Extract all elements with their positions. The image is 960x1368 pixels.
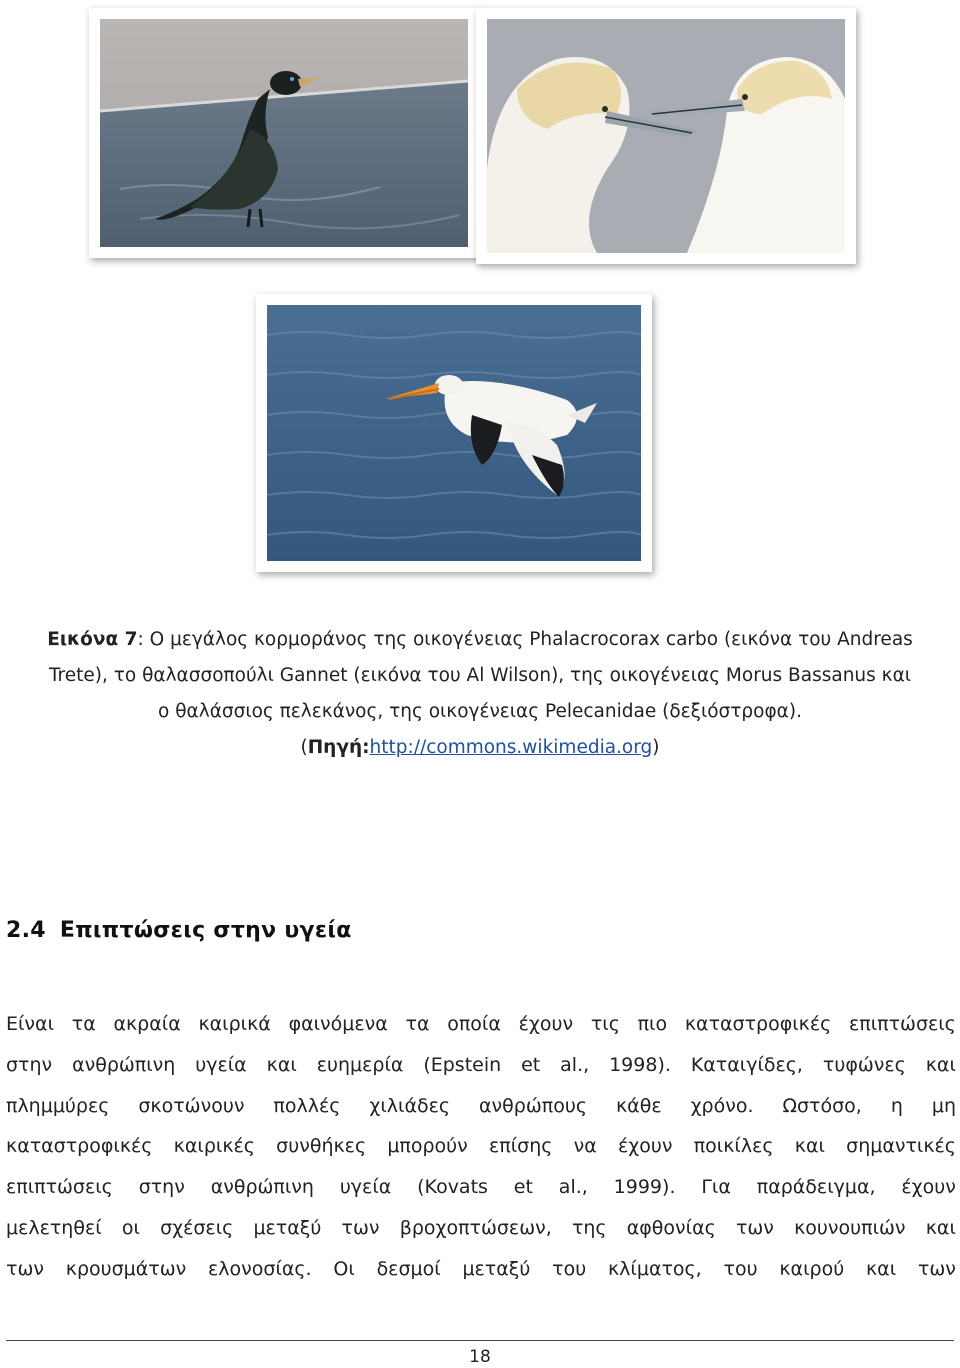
- section-heading: [6, 918, 352, 943]
- paragraph-word: και: [865, 1257, 897, 1280]
- paragraph-word: καταστροφικές: [6, 1135, 153, 1158]
- paragraph-word: του: [552, 1257, 587, 1280]
- caption-label-separator: :: [137, 629, 144, 650]
- section-number: 2.4: [6, 918, 46, 943]
- caption-label: Εικόνα 7: [47, 629, 138, 650]
- paragraph-word: πλημμύρες: [6, 1094, 110, 1117]
- page-number: 18: [469, 1347, 491, 1367]
- paragraph-word: η: [890, 1094, 903, 1117]
- cormorant-photo: [89, 8, 479, 258]
- paragraph-word: των: [6, 1257, 44, 1280]
- source-link[interactable]: http://commons.wikimedia.org: [369, 737, 653, 758]
- paragraph-word: οποία: [447, 1013, 501, 1035]
- paragraph-word: μεταξύ: [253, 1216, 322, 1239]
- paragraph-line: [6, 1004, 956, 1045]
- paragraph-word: και: [266, 1053, 297, 1076]
- paragraph-word: έχουν: [901, 1176, 956, 1199]
- paragraph-word: ανθρώπινη: [72, 1053, 176, 1076]
- paragraph-word: ελονοσίας.: [208, 1257, 312, 1280]
- paragraph-word: σχέσεις: [160, 1216, 234, 1239]
- paragraph-word: πιο: [637, 1013, 668, 1035]
- paragraph-word: και: [925, 1053, 956, 1076]
- paragraph-line: [6, 1045, 956, 1086]
- paragraph-word: 1999).: [613, 1176, 676, 1199]
- paragraph-word: et: [521, 1053, 541, 1076]
- paragraph-line: [6, 1208, 956, 1249]
- paragraph-word: τα: [405, 1013, 430, 1035]
- paragraph-word: Είναι: [6, 1013, 55, 1035]
- paragraph-word: al.,: [560, 1053, 590, 1076]
- paragraph-word: έχουν: [618, 1135, 673, 1158]
- figure-caption: [6, 622, 954, 766]
- paragraph-word: κάθε: [615, 1094, 662, 1117]
- paragraph-word: καιρού: [779, 1257, 845, 1280]
- paragraph-word: τα: [71, 1013, 96, 1035]
- gannets-image: [487, 19, 845, 253]
- body-paragraph: [6, 1004, 956, 1290]
- paragraph-word: ποικίλες: [693, 1135, 774, 1158]
- caption-line-1: [6, 622, 954, 658]
- caption-text-1: Ο μεγάλος κορμοράνος της οικογένειας Phalacrocorax carbo (εικόνα του Andreas: [149, 629, 913, 650]
- paragraph-word: μελετηθεί: [6, 1216, 102, 1239]
- paragraph-word: καιρικές: [173, 1135, 255, 1158]
- paragraph-word: στην: [138, 1176, 185, 1199]
- paragraph-word: Οι: [333, 1257, 355, 1280]
- caption-line-2: Trete), το θαλασσοπούλι Gannet (εικόνα του Al Wilson), της οικογένειας Morus Bassanus και: [48, 665, 912, 686]
- paragraph-word: των: [917, 1257, 956, 1280]
- paragraph-word: των: [341, 1216, 380, 1239]
- paragraph-word: επιπτώσεις: [849, 1013, 956, 1035]
- paragraph-word: et: [513, 1176, 533, 1199]
- paragraph-word: επιπτώσεις: [6, 1176, 113, 1199]
- paragraph-word: του: [723, 1257, 758, 1280]
- paragraph-line: [6, 1086, 956, 1127]
- paragraph-word: και: [794, 1135, 825, 1158]
- paragraph-word: δεσμοί: [376, 1257, 441, 1280]
- paragraph-word: στην: [6, 1053, 53, 1076]
- paragraph-word: χιλιάδες: [369, 1094, 451, 1117]
- paragraph-word: υγεία: [195, 1053, 247, 1076]
- paragraph-word: σκοτώνουν: [138, 1094, 245, 1117]
- caption-line-3: ο θαλάσσιος πελεκάνος, της οικογένειας Pelecanidae (δεξιόστροφα).: [158, 701, 802, 722]
- paragraph-word: έχουν: [518, 1013, 574, 1035]
- paragraph-word: μπορούν: [387, 1135, 468, 1158]
- paragraph-word: (Epstein: [423, 1053, 502, 1076]
- paragraph-word: καταστροφικές: [684, 1013, 832, 1035]
- paragraph-word: υγεία: [339, 1176, 392, 1199]
- paragraph-word: μη: [931, 1094, 956, 1117]
- paragraph-word: συνθήκες: [276, 1135, 367, 1158]
- paragraph-word: πολλές: [273, 1094, 341, 1117]
- paragraph-word: κρουσμάτων: [65, 1257, 187, 1280]
- paragraph-word: φαινόμενα: [288, 1013, 388, 1035]
- paragraph-word: ακραία: [113, 1013, 181, 1035]
- paragraph-word: (Kovats: [417, 1176, 488, 1199]
- paragraph-word: ευημερία: [316, 1053, 404, 1076]
- paragraph-word: τυφώνες: [822, 1053, 906, 1076]
- paragraph-word: Καταιγίδες,: [690, 1053, 803, 1076]
- paragraph-word: Για: [701, 1176, 731, 1199]
- source-close-paren: ): [652, 737, 660, 758]
- paragraph-word: al.,: [558, 1176, 588, 1199]
- paragraph-word: αφθονίας: [626, 1216, 716, 1239]
- paragraph-word: να: [573, 1135, 597, 1158]
- paragraph-word: καιρικά: [198, 1013, 271, 1035]
- paragraph-word: κουνουπιών: [794, 1216, 906, 1239]
- paragraph-word: σημαντικές: [846, 1135, 956, 1158]
- paragraph-word: κλίματος,: [607, 1257, 702, 1280]
- paragraph-word: ανθρώπους: [479, 1094, 587, 1117]
- source-open-paren: (: [300, 737, 308, 758]
- paragraph-line: [6, 1126, 956, 1167]
- paragraph-word: μεταξύ: [462, 1257, 531, 1280]
- paragraph-word: και: [925, 1216, 956, 1239]
- paragraph-word: Ωστόσο,: [782, 1094, 862, 1117]
- paragraph-word: ανθρώπινη: [210, 1176, 314, 1199]
- paragraph-word: 1998).: [609, 1053, 671, 1076]
- section-title: Επιπτώσεις στην υγεία: [59, 918, 352, 943]
- footer-rule: [6, 1340, 954, 1341]
- paragraph-line: [6, 1167, 956, 1208]
- paragraph-word: βροχοπτώσεων,: [399, 1216, 552, 1239]
- caption-source: [6, 730, 954, 766]
- paragraph-word: τις: [590, 1013, 620, 1035]
- paragraph-word: χρόνο.: [690, 1094, 754, 1117]
- source-label: Πηγή:: [307, 737, 370, 758]
- cormorant-image: [100, 19, 468, 247]
- paragraph-word: των: [735, 1216, 774, 1239]
- paragraph-word: παράδειγμα,: [756, 1176, 876, 1199]
- pelican-image: [267, 305, 641, 561]
- gannets-photo: [476, 8, 856, 264]
- paragraph-line: [6, 1249, 956, 1290]
- paragraph-word: οι: [121, 1216, 140, 1239]
- paragraph-word: επίσης: [489, 1135, 553, 1158]
- paragraph-word: της: [571, 1216, 607, 1239]
- pelican-photo: [256, 294, 652, 572]
